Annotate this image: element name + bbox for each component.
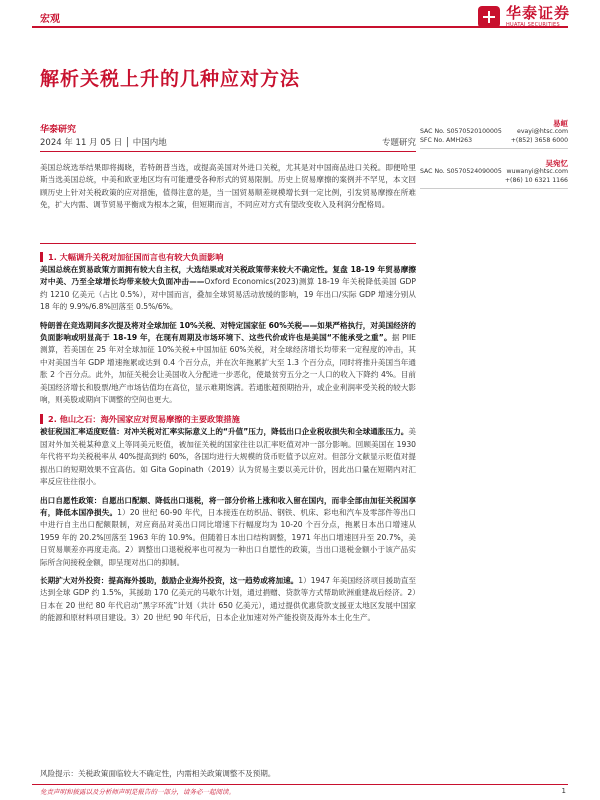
heading-marker bbox=[40, 252, 43, 262]
paragraph-text: 1）20 世纪 60-90 年代，日本接连在纺织品、钢铁、机床、彩电和汽车及零部件等出口中进行自主出口配额限制，对应商品对美出口同比增速下行幅度均为 10-20 个百分点，拖累日本出口增速从 1959 年的 20.2%回落至 1963 年的 10.9%。但随着日本出口结构调整，1971 年出口增速回升至 20.7%，美日贸易顺差亦再度走高。2）调整出口退税税率也可视为一种出口自愿性的政策，当出口退税金额小于该产品实际所含间接税金额，即呈现对出口的抑制。 bbox=[40, 507, 416, 567]
section-heading-text: 1. 大幅调升关税对加征国而言也有较大负面影响 bbox=[48, 252, 224, 262]
page-number: 1 bbox=[561, 787, 566, 795]
analyst-divider bbox=[420, 148, 568, 149]
report-meta bbox=[40, 136, 416, 152]
footer-divider bbox=[32, 784, 568, 785]
paragraph-text: 1）1947 年美国经济项目援助直至达到全球 GDP 约 1.5%，其援助 170 亿美元的马歇尔计划，通过捐赠、贷款等方式帮助欧洲重建战后经济。2）日本在 20 世纪 80 年代启动“黑字环流”计划（共计 650 亿美元），通过提供优惠贷款支援亚太地区发展中国家的能源和原材料项目建设。3）20 世纪 90 年代后，日本企业加速对外产能投资及海外本土化生产。 bbox=[40, 575, 416, 623]
report-type: 专题研究 bbox=[381, 138, 416, 148]
analyst-divider bbox=[420, 188, 568, 189]
page-header bbox=[0, 0, 600, 40]
body-paragraph bbox=[40, 495, 416, 569]
analyst-sfc: SFC No. AMH263 bbox=[420, 137, 473, 144]
heading-marker bbox=[40, 414, 43, 424]
logo-name-cn: 华泰证券 bbox=[505, 4, 570, 22]
page-footer bbox=[0, 782, 600, 800]
analyst-name: 易峘 bbox=[553, 119, 568, 128]
analyst-sac: SAC No. S0570524090005 bbox=[420, 168, 502, 175]
analyst-card bbox=[420, 118, 568, 158]
analyst-email[interactable]: wuwanyi@htsc.com bbox=[506, 168, 568, 175]
risk-warning: 风险提示：关税政策面临较大不确定性，内需相关政策调整不及预期。 bbox=[40, 769, 276, 778]
summary-paragraph: 美国总统选举结果即将揭晓，若特朗普当选，或提高美国对外进口关税，尤其是对中国商品进口关税。即便哈里斯当选美国总统，中美和欧亚地区均有可能遭受各种形式的贸易限制。历史上贸易摩擦的案例并不罕见，本文回顾历史上针对关税政策的应对措施，值得注意的是，当一国贸易顺差规模增长到一定比例，引发贸易摩擦在所难免，扩大内需、调节贸易平衡成为根本之策，但短期而言，不同应对方式有望改变收入及利润分配格局。 bbox=[40, 162, 416, 244]
paragraph-text: 据 PIIE 测算，若美国在 25 年对全球加征 10%关税+中国加征 60%关税，对全球经济增长均带来一定程度的冲击，其中对美国当年 GDP 增速拖累或达到 0.4 个百分点，并在次年拖累扩大至 1.3 个百分点，同时将推升美国当年通胀 2 个百分点。此外，加征关税会让美国收入分配进一步恶化，使最贫穷五分之一人口的收入下降约 4%。目前美国经济增长和股票/地产市场估值均在高位，显示难期饱满。若通胀超预期抬升，或企业利润率受关税的较大影响，则美股或期向下调整的空间也更大。 bbox=[40, 333, 416, 405]
analyst-card bbox=[420, 158, 568, 198]
section-heading-text: 2. 他山之石：海外国家应对贸易摩擦的主要政策措施 bbox=[48, 414, 240, 425]
paragraph-lead: 长期扩大对外投资：提高海外援助，鼓励企业海外投资，这一趋势或将加速。 bbox=[40, 575, 299, 585]
analyst-name: 吴宛忆 bbox=[545, 159, 568, 168]
analyst-panel bbox=[420, 118, 568, 198]
paragraph-text: 美国对外加关税某种意义上等同美元贬值，被加征关税的国家往往以汇率贬值对冲一部分影响。回顾美国在 1930 年代将平均关税税率从 40%提高到约 60%，各国均进行大规模的货币贬值予以应对。但部分文献显示贬值对提振出口的短期效果不宜高估。如 Gita Gopinath（2019）认为贸易主要以美元计价，因此出口量在短期内对汇率反应往往很小。 bbox=[40, 427, 416, 487]
report-title: 解析关税上升的几种应对方法 bbox=[40, 68, 301, 90]
report-body bbox=[40, 250, 416, 631]
company-logo bbox=[478, 6, 570, 28]
paragraph-lead: 美国总统在贸易政策方面拥有较大自主权，大选结果或对关税政策带来较大不确定性。复盘 18-19 年贸易摩擦对中美、乃至全球增长均带来较大负面冲击—— bbox=[40, 265, 416, 287]
analyst-phone: +(852) 3658 6000 bbox=[510, 137, 568, 144]
section-heading bbox=[40, 412, 416, 426]
paragraph-text: Oxford Economics(2023)测算 18-19 年关税降低美国 GDP 约 1210 亿美元（占比 0.5%），对中国而言，叠加全球贸易活动放缓的影响，19 年出口/实际 GDP 增速分别从 18 年的 9.9%/6.8%回落至 0.5%/6%。 bbox=[40, 277, 416, 312]
body-paragraph bbox=[40, 575, 416, 625]
body-paragraph bbox=[40, 320, 416, 407]
analyst-email[interactable]: evayi@htsc.com bbox=[517, 128, 568, 135]
paragraph-lead: 特朗普在竞选期间多次提及将对全球加征 10%关税、对特定国家征 60%关税——如果严格执行，对美国经济的负面影响或明显高于 18-19 年，在现有周期及市场环境下、这些代价或许也是美国“不能承受之重”。 bbox=[40, 320, 416, 343]
paragraph-lead: 被征税国汇率适度贬值：对冲关税对汇率实际意义上的“升值”压力，降低出口企业税收损失和全球通胀压力。 bbox=[40, 427, 409, 437]
body-paragraph bbox=[40, 426, 416, 488]
analyst-phone: +(86) 10 6321 1166 bbox=[504, 177, 568, 184]
section-heading bbox=[40, 250, 416, 264]
report-date: 2024 年 11 月 05 日 │ 中国内地 bbox=[40, 138, 167, 148]
footer-disclaimer: 免责声明和披露以及分析师声明是报告的一部分，请务必一起阅读。 bbox=[40, 788, 235, 796]
paragraph-lead: 出口自愿性政策：自愿出口配额、降低出口退税，将一部分价格上涨和收入留在国内，而非全部由加征关税国享有，降低本国净损失。 bbox=[40, 495, 416, 517]
logo-mark-icon bbox=[478, 6, 500, 28]
research-org: 华泰研究 bbox=[40, 125, 77, 135]
body-paragraph bbox=[40, 264, 416, 314]
logo-name-en: HUATAI SECURITIES bbox=[505, 22, 560, 28]
section-tag: 宏观 bbox=[40, 14, 60, 25]
analyst-sac: SAC No. S0570520100005 bbox=[420, 128, 502, 135]
